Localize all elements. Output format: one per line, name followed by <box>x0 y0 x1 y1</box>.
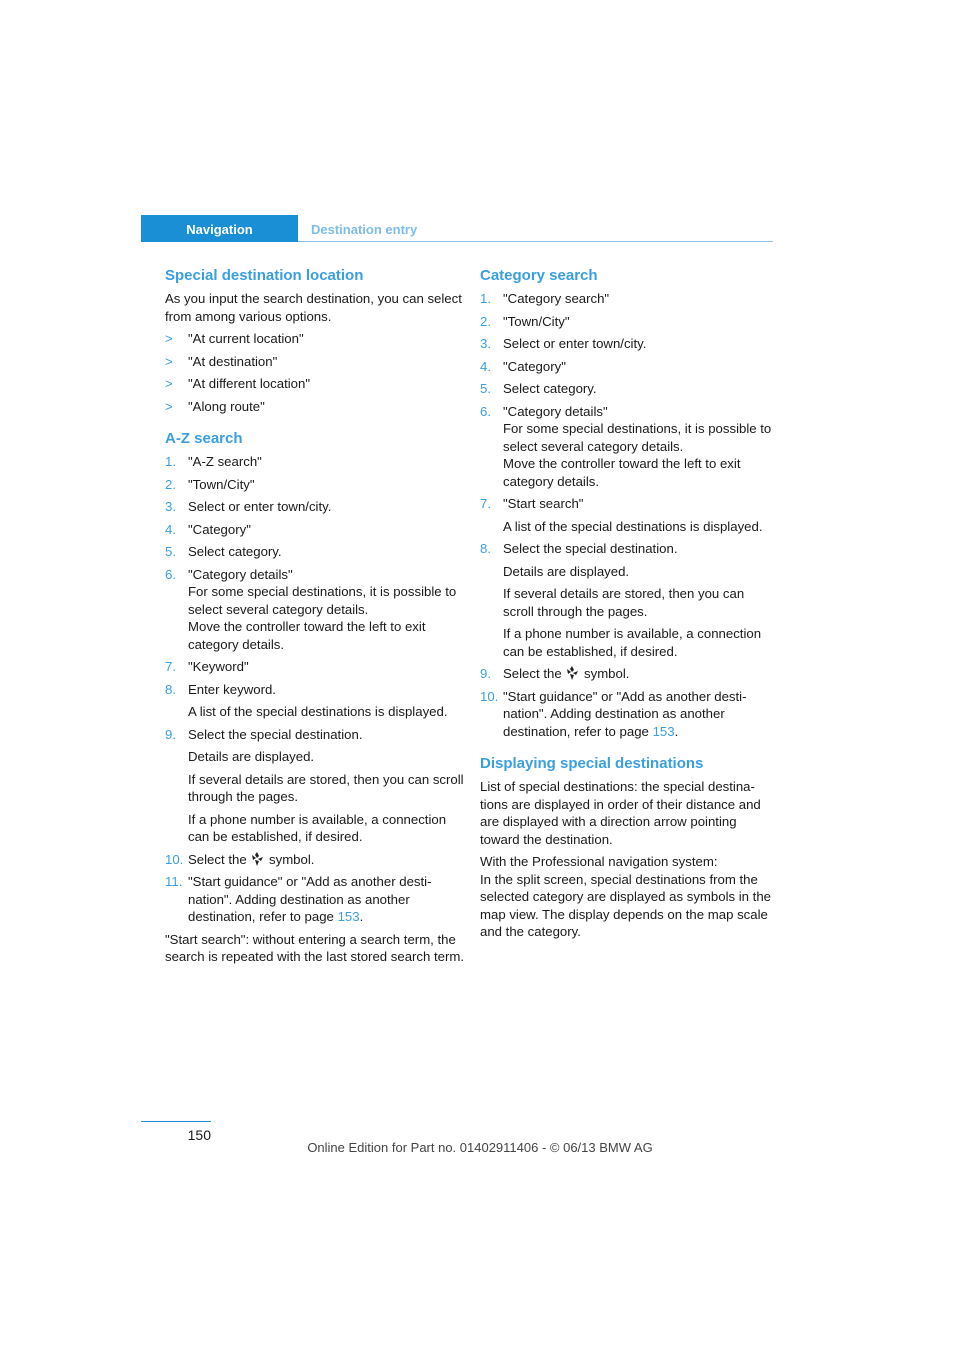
step-detail: If several details are stored, then you can scroll through the pages. <box>188 771 464 804</box>
special-destination-symbol-icon <box>250 852 265 866</box>
step-detail: Details are displayed. <box>188 749 315 764</box>
step-item: 10. "Start guidance" or "Add as another desti- nation". Adding destination as another destination, refer to page 153. <box>480 688 747 739</box>
step-item: 7. "Start search" <box>480 496 584 511</box>
heading-a-z-search: A-Z search <box>165 430 243 447</box>
intro-text: As you input the search destination, you can select from among various options. <box>165 291 462 324</box>
special-destination-symbol-icon <box>565 666 580 680</box>
closing-text: "Start search": without entering a search term, the search is repeated with the last stored search term. <box>165 931 465 964</box>
step-item: 11. "Start guidance" or "Add as another desti- nation". Adding destination as another destination, refer to page 153. <box>165 874 432 924</box>
heading-special-destination-location: Special destination location <box>165 267 364 284</box>
step-item: 9. Select the symbol. <box>480 666 630 681</box>
step-item: 3. Select or enter town/city. <box>165 499 332 514</box>
body-text: List of special destinations: the special destina- tions are displayed in order of their distance and are displayed with a direction arrow pointing toward the destination. <box>480 779 761 847</box>
step-item: 10. Select the symbol. <box>165 851 315 867</box>
step-detail: Details are displayed. <box>503 563 630 579</box>
subsection-label: Destination entry <box>311 222 418 237</box>
step-item: 1. "A-Z search" <box>165 454 262 469</box>
section-tab <box>141 215 298 242</box>
step-item: 8. Enter keyword. <box>165 681 276 697</box>
list-item: > "At different location" <box>165 376 311 391</box>
step-item: 4. "Category" <box>480 358 566 374</box>
left-column <box>165 266 465 971</box>
heading-displaying-special-destinations: Displaying special destinations <box>480 755 704 772</box>
step-item: 9. Select the special destination. <box>165 726 363 742</box>
heading-category-search: Category search <box>480 267 598 284</box>
step-detail: If several details are stored, then you can scroll through the pages. <box>503 586 745 619</box>
step-detail: If a phone number is available, a connection can be established, if desired. <box>188 811 447 844</box>
step-detail: If a phone number is available, a connection can be established, if desired. <box>503 626 762 659</box>
step-item: 1. "Category search" <box>480 291 610 306</box>
section-label: Navigation <box>186 222 253 237</box>
step-item: 2. "Town/City" <box>480 313 570 329</box>
step-item: 3. Select or enter town/city. <box>480 336 647 351</box>
step-item: 2. "Town/City" <box>165 476 255 492</box>
step-item: 4. "Category" <box>165 521 251 537</box>
page-link[interactable]: 153 <box>337 909 360 924</box>
page-number: 150 <box>187 1127 211 1143</box>
page-number-rule <box>141 1121 211 1122</box>
list-item: > "Along route" <box>165 398 265 414</box>
list-item: > "At destination" <box>165 353 278 369</box>
header-rule <box>298 241 773 242</box>
step-item: 5. Select category. <box>480 381 597 396</box>
body-text: With the Professional navigation system: In the split screen, special destinations from the selected category are displayed as symbols in the map view. The display depends on the map scale and the category. <box>480 854 772 939</box>
step-item: 6. "Category details" For some special destinations, it is possible to select several category details. Move the controller toward the left to exit category details. <box>480 403 772 489</box>
step-detail: A list of the special destinations is displayed. <box>503 518 763 534</box>
footer-text: Online Edition for Part no. 01402911406 - © 06/13 BMW AG <box>307 1140 653 1155</box>
step-item: 8. Select the special destination. <box>480 541 678 556</box>
right-column <box>480 266 776 946</box>
step-item: 5. Select category. <box>165 544 282 559</box>
step-item: 6. "Category details" For some special destinations, it is possible to select several category details. Move the controller toward the left to exit category details. <box>165 566 457 652</box>
step-detail: A list of the special destinations is displayed. <box>188 704 448 719</box>
step-item: 7. "Keyword" <box>165 659 249 674</box>
page-link[interactable]: 153 <box>652 723 675 739</box>
list-item: > "At current location" <box>165 331 304 346</box>
